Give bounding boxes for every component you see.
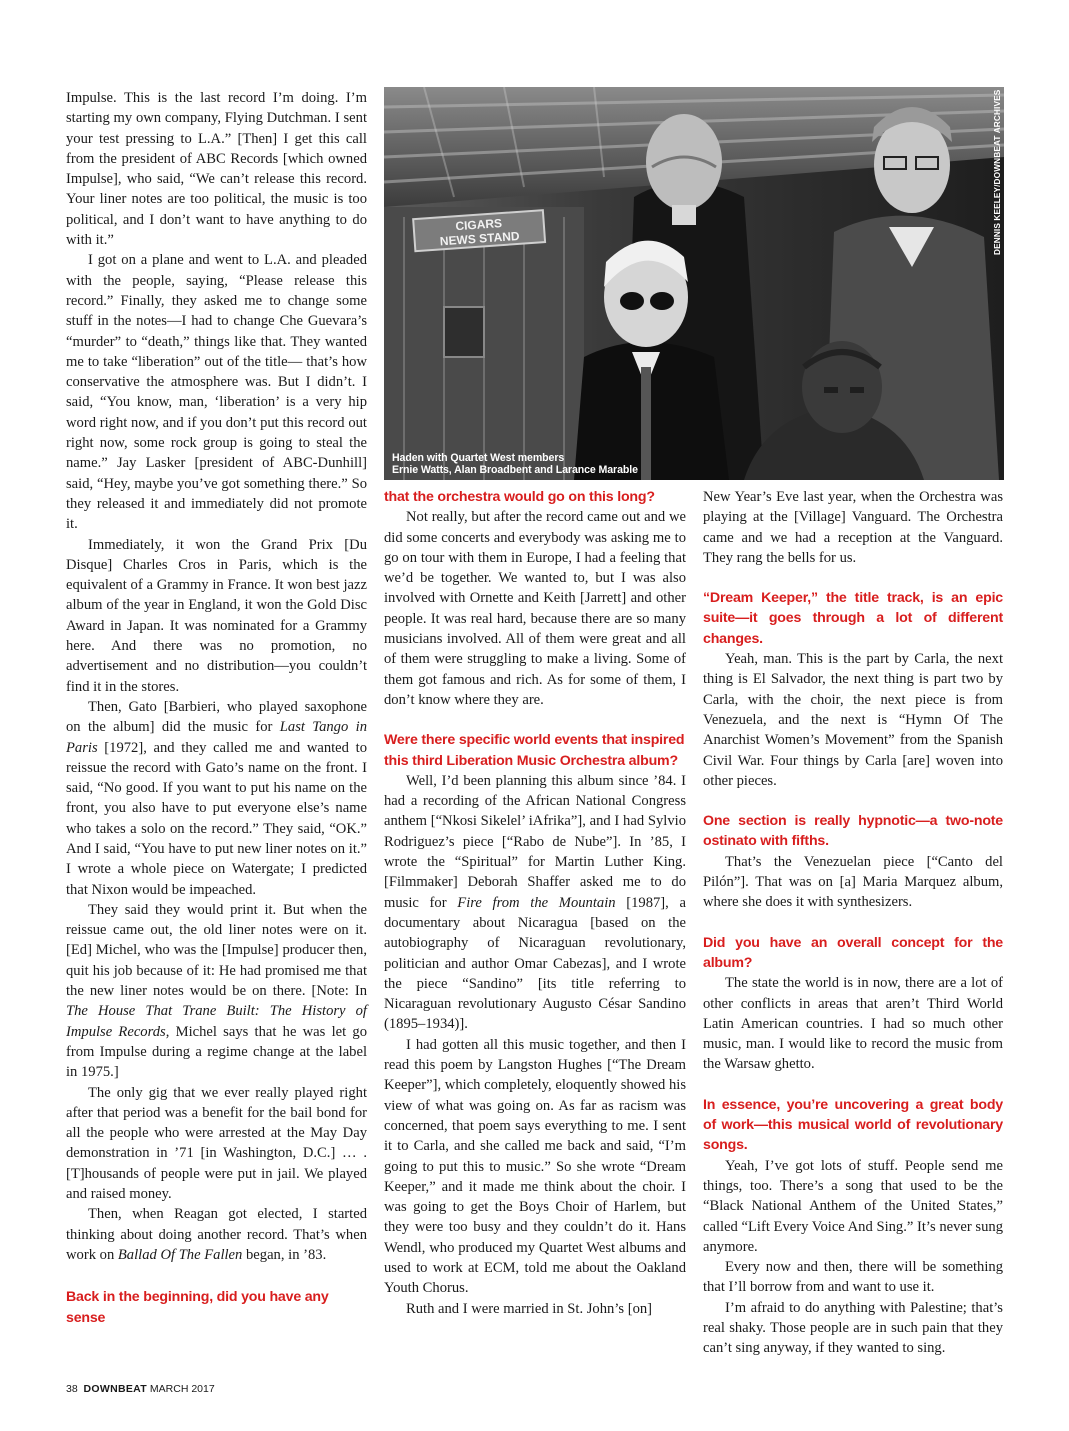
paragraph [66,900,367,1083]
column-2 [384,487,686,1319]
paragraph: Impulse. This is the last record I’m doing. I’m starting my own company, Flying Dutchman. I sent your test pressing to L.A.” [Then] I get this call from the president of ABC Records [which owned Impulse], who said, “We can’t release this record. Your liner notes are too political, the music is too political, and I don’t want to have anything to do with it.” [66,90,367,249]
album-title: Ballad Of The Fallen [117,1246,243,1263]
caption-line-2: Ernie Watts, Alan Broadbent and Larance Marable [392,464,638,476]
caption-line-1: Haden with Quartet West members [392,452,565,464]
paragraph [384,771,686,1035]
interview-question: In essence, you’re uncovering a great body of work—this musical world of revolutionary songs. [703,1096,1003,1154]
paragraph: New Year’s Eve last year, when the Orchestra was playing at the [Village] Vanguard. The Orchestra came and we had a reception at the Vanguard. They rang the bells for us. [703,489,1003,566]
text-run: [1972], and they called me and wanted to reissue the record with Gato’s name on the front. I said, “No good. If you want to put his name on the front, you also have to put everyone else’s name who takes a solo on the record.” They said, “OK.” And I said, “You have to put new liner notes on it.” I wrote a whole piece on Watergate; I predicted that Nixon would be impeached. [66,739,367,898]
paragraph: The only gig that we ever really played right after that period was a benefit for the bail bond for all the people who were arrested at the May Day demonstration in ’71 [in Washington, D.C.] … . [T]housands of people were put in jail. We played and raised money. [66,1084,367,1203]
text-run: They said they would print it. But when the reissue came out, the old liner notes were on it. [Ed] Michel, who was the [Impulse] producer then, quit his job because of it: He had promised me that the new liner notes would be on there. [Note: In [66,901,367,1000]
text-run: Then, Gato [Barbieri, who played saxophone on the album] did the music for [66,698,367,736]
paragraph: Not really, but after the record came out and we did some concerts and everybody was asking me to go on tour with them in Europe, I had a feeling that we’d be together. We wanted to, but I was also involved with Ornette and Keith [Jarrett] and other people. It was real hard, because there are so many musicians involved. All of them were great and all of them were struggling to make a living. Some of them got famous and rich. As for some of them, I don’t know where they are. [384,509,686,708]
interview-question: One section is really hypnotic—a two-note ostinato with fifths. [703,813,1003,850]
paragraph: I got on a plane and went to L.A. and pleaded with the people, saying, “Please release this record.” Finally, they asked me to change some stuff in the notes—I had to change Che Guevara’s “murder” to “death,” things like that. They wanted me to take “liberation” out of the title— that’s how conservative the atmosphere was. But I didn’t. I said, “You know, man, ‘liberation’ is a very hip word right now, and if you don’t put this record out right now, some rock group is going to steal the name.” Jay Lasker [president of ABC-Dunhill] said, “Hey, maybe you’ve got something there.” So they released it and immediately did not promote it. [66,252,367,533]
interview-question: that the orchestra would go on this long? [384,489,655,505]
group-photo [384,87,1004,480]
magazine-brand: DOWNBEAT [83,1383,147,1395]
photo-caption [392,452,638,476]
text-run: Then, when Reagan got elected, I started thinking about doing another record. That’s when work on [66,1206,367,1263]
text-run: , Michel says that he was let go from Impulse during a regime change at the label in 1975.] [66,1023,367,1081]
paragraph: I’m afraid to do anything with Palestine; that’s real shaky. Those people are in such pain that they can’t sing anyway, if they wanted to sing. [703,1299,1003,1357]
film-title: Fire from the Mountain [457,894,616,911]
column-3 [703,487,1003,1359]
interview-question: Did you have an overall concept for the album? [703,934,1003,971]
paragraph: The state the world is in now, there are a lot of other conflicts in areas that aren’t Third World Latin American countries. I had so much other music, man. I would like to record the music from the Warsaw ghetto. [703,975,1003,1073]
page-number: 38 [66,1383,78,1395]
paragraph: That’s the Venezuelan piece [“Canto del Pilón”]. That was on [a] Maria Marquez album, where she does it with synthesizers. [703,853,1003,911]
text-run: [1987], a documentary about Nicaragua [based on the autobiography of Nicaraguan revolutionary, politician and author Omar Cabezas], and I wrote the piece “Sandino” [its title referring to Nicaraguan revolutionary Augusto César Sandino (1895–1934)]. [384,894,686,1033]
interview-question: “Dream Keeper,” the title track, is an epic suite—it goes through a lot of different changes. [703,590,1003,647]
paragraph: Every now and then, there will be something that I’ll borrow from and want to use it. [703,1259,1003,1296]
interview-question: Back in the beginning, did you have any sense [66,1289,329,1326]
sign-text-2: NEWS STAND [439,228,520,249]
book-title: The House That Trane Built: The History of Impulse Records [66,1003,367,1040]
interview-question: Were there specific world events that inspired this third Liberation Music Orchestra album? [384,732,685,769]
text-run: began, in ’83. [242,1246,327,1263]
text-run: Well, I’d been planning this album since ’84. I had a recording of the African National Congress anthem [“Nkosi Sikelel’ iAfrika”], and I had Sylvio Rodriguez’s piece [“Rabo de Nube”]. In ’85, I wrote the “Spiritual” for Martin Luther King. [Filmmaker] Deborah Shaffer asked me to do music for [384,772,686,911]
paragraph: Yeah, I’ve got lots of stuff. People send me things, too. There’s a song that used to be the “Black National Anthem of the United States,” called “Lift Every Voice And Sing.” It’s never sung anymore. [703,1157,1003,1255]
issue-date: MARCH 2017 [149,1383,215,1395]
paragraph: Yeah, man. This is the part by Carla, the next thing is El Salvador, the next thing is part two by Carla, with the choir, the next piece is from Venezuela, and the next is “Hymn Of The Anarchist Women’s Movement” from the Spanish Civil War. Four things by Carla [are] woven into other pieces. [703,651,1003,789]
photo-credit: DENNIS KEELEY/DOWNBEAT ARCHIVES [992,89,1002,255]
paragraph [66,1204,367,1265]
film-title: Last Tango in Paris [66,719,368,756]
page-footer [66,1383,215,1395]
photo-illustration [384,87,1004,480]
paragraph [66,697,367,900]
paragraph: Immediately, it won the Grand Prix [Du Disque] Charles Cros in Paris, which is the equivalent of a Grammy in France. It won best jazz album of the year in England, it won the Gold Disc Award in Japan. It was nominated for a Grammy here. And there was no promotion, no advertisement and no distribution—you couldn’t find it in the stores. [66,536,367,695]
paragraph: I had gotten all this music together, and then I read this poem by Langston Hughes [“The Dream Keeper”], which completely, eloquently showed his view of what was going on. As far as racism was concerned, that poem says everything to me. I sent it to Carla, and she called me back and said, “I’m going to put this to music.” So she wrote “Dream Keeper,” and it made me think about the choir. I was going to get the Boys Choir of Harlem, but they were too busy and they couldn’t do it. Hans Wendl, who produced my Quartet West albums and used to work at ECM, told me about the Oakland Youth Chorus. [384,1036,686,1297]
sign-text-1: CIGARS [454,216,503,234]
column-1 [66,88,367,1328]
paragraph: Ruth and I were married in St. John’s [on] [406,1300,653,1317]
